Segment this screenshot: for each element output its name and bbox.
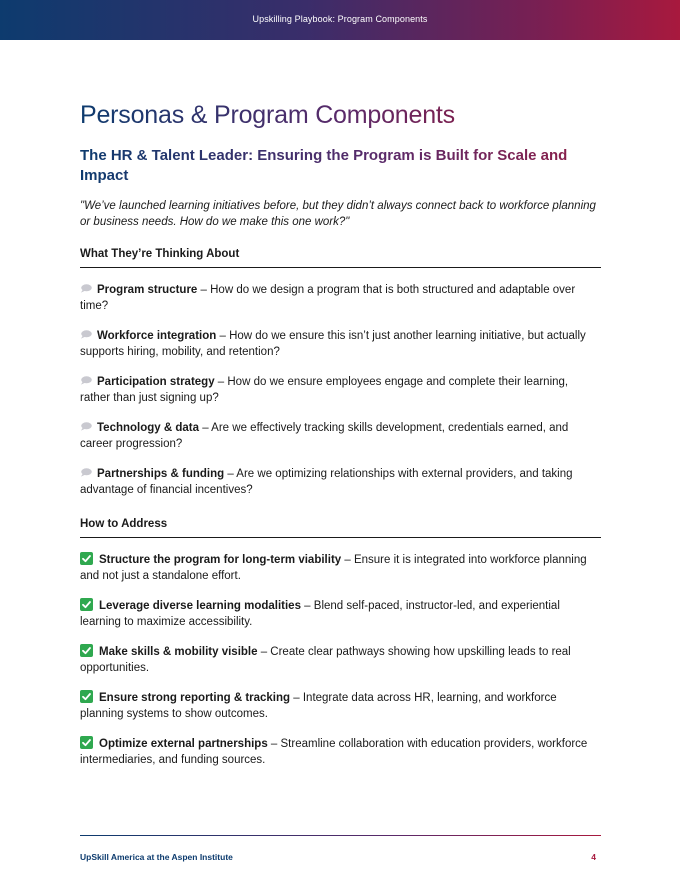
- list-item: [80, 328, 601, 360]
- thought-bubble-icon: [80, 284, 92, 293]
- page-title: Personas & Program Components: [80, 98, 455, 132]
- list-item: [80, 644, 601, 676]
- item-text: – How do we ensure employees engage and complete their learning, rather than just signing up?: [80, 376, 569, 404]
- item-text: – Create clear pathways showing how upskilling leads to real opportunities.: [80, 646, 571, 674]
- item-term: Partnerships & funding: [97, 468, 225, 480]
- item-text: – Blend self-paced, instructor-led, and experiential learning to maximize accessibility.: [80, 600, 560, 628]
- thinking-list: [80, 282, 601, 498]
- footer-organization: UpSkill America at the Aspen Institute: [80, 852, 233, 862]
- check-box-icon: [80, 552, 93, 565]
- item-text: – Streamline collaboration with education providers, workforce intermediaries, and funding sources.: [80, 738, 588, 766]
- check-box-icon: [80, 736, 93, 749]
- item-text: – How do we ensure this isn’t just another learning initiative, but actually supports hiring, mobility, and retention?: [80, 330, 586, 358]
- check-box-icon: [80, 690, 93, 703]
- item-text: – Are we optimizing relationships with external providers, and taking advantage of financial incentives?: [80, 468, 573, 496]
- footer-divider: [80, 835, 601, 836]
- list-item: [80, 466, 601, 498]
- list-item: [80, 420, 601, 452]
- list-item: [80, 598, 601, 630]
- item-term: Program structure: [97, 284, 198, 296]
- banner-title: Upskilling Playbook: Program Components: [252, 13, 428, 24]
- thought-bubble-icon: [80, 376, 92, 385]
- item-term: Make skills & mobility visible: [99, 646, 258, 658]
- item-term: Ensure strong reporting & tracking: [99, 692, 291, 704]
- header-banner: [0, 0, 680, 40]
- persona-heading: The HR & Talent Leader: Ensuring the Program is Built for Scale and Impact: [80, 146, 580, 186]
- item-term: Leverage diverse learning modalities: [99, 600, 301, 612]
- item-term: Optimize external partnerships: [99, 738, 268, 750]
- list-item: [80, 374, 601, 406]
- page-number: 4: [591, 852, 596, 862]
- address-section-heading: How to Address: [80, 518, 601, 538]
- item-text: – Integrate data across HR, learning, and workforce planning systems to show outcomes.: [80, 692, 557, 720]
- thought-bubble-icon: [80, 330, 92, 339]
- thinking-section-heading: What They’re Thinking About: [80, 248, 601, 268]
- item-term: Workforce integration: [97, 330, 217, 342]
- thought-bubble-icon: [80, 422, 92, 431]
- list-item: [80, 552, 601, 584]
- item-term: Participation strategy: [97, 376, 215, 388]
- persona-quote: "We’ve launched learning initiatives before, but they didn’t always connect back to workforce planning or business needs. How do we make this one work?": [80, 200, 596, 228]
- check-box-icon: [80, 598, 93, 611]
- list-item: [80, 282, 601, 314]
- main-content: [80, 98, 601, 768]
- thought-bubble-icon: [80, 468, 92, 477]
- check-box-icon: [80, 644, 93, 657]
- item-text: – Ensure it is integrated into workforce planning and not just a standalone effort.: [80, 554, 587, 582]
- item-text: – How do we design a program that is both structured and adaptable over time?: [80, 284, 576, 312]
- item-term: Structure the program for long-term viability: [99, 554, 342, 566]
- item-text: – Are we effectively tracking skills development, credentials earned, and career progression?: [80, 422, 569, 450]
- address-list: [80, 552, 601, 768]
- item-term: Technology & data: [97, 422, 200, 434]
- list-item: [80, 736, 601, 768]
- list-item: [80, 690, 601, 722]
